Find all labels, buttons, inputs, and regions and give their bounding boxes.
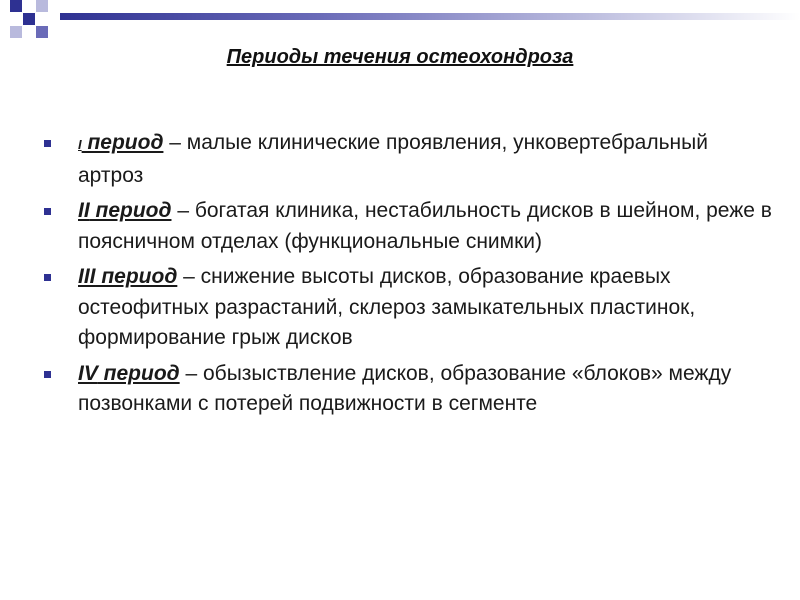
checker-square-icon <box>10 0 22 12</box>
list-item-period-1 <box>44 128 774 191</box>
header-gradient-bar <box>60 13 800 20</box>
list-item-period-3 <box>44 262 774 354</box>
square-bullet-icon <box>44 140 51 147</box>
header-decoration <box>0 0 800 40</box>
period-numeral: I <box>78 137 82 152</box>
square-bullet-icon <box>44 208 51 215</box>
checker-square-icon <box>36 26 48 38</box>
period-word: период <box>81 131 164 154</box>
period-numeral: III <box>78 265 96 288</box>
period-description: – малые клинические проявления, унковертебральный артроз <box>78 131 708 187</box>
period-description: – богатая клиника, нестабильность дисков в шейном, реже в поясничном отделах (функциональные снимки) <box>78 199 772 253</box>
period-numeral: IV <box>78 361 98 385</box>
period-list <box>44 128 774 425</box>
slide-title: Периоды течения остеохондроза <box>226 46 574 68</box>
checker-square-icon <box>10 26 22 38</box>
period-word: период <box>95 265 178 288</box>
period-description: – обызыствление дисков, образование «блоков» между позвонками с потерей подвижности в сегменте <box>78 361 732 415</box>
square-bullet-icon <box>44 371 51 378</box>
period-description: – снижение высоты дисков, образование краевых остеофитных разрастаний, склероз замыкательных пластинок, формирование грыж дисков <box>78 265 696 349</box>
checker-square-icon <box>36 0 48 12</box>
period-numeral: II <box>78 199 90 222</box>
checker-square-icon <box>23 13 35 25</box>
list-item-period-2 <box>44 196 774 257</box>
square-bullet-icon <box>44 274 51 281</box>
list-item-period-4 <box>44 359 774 420</box>
period-word: период <box>89 199 172 222</box>
period-word: период <box>97 361 180 385</box>
